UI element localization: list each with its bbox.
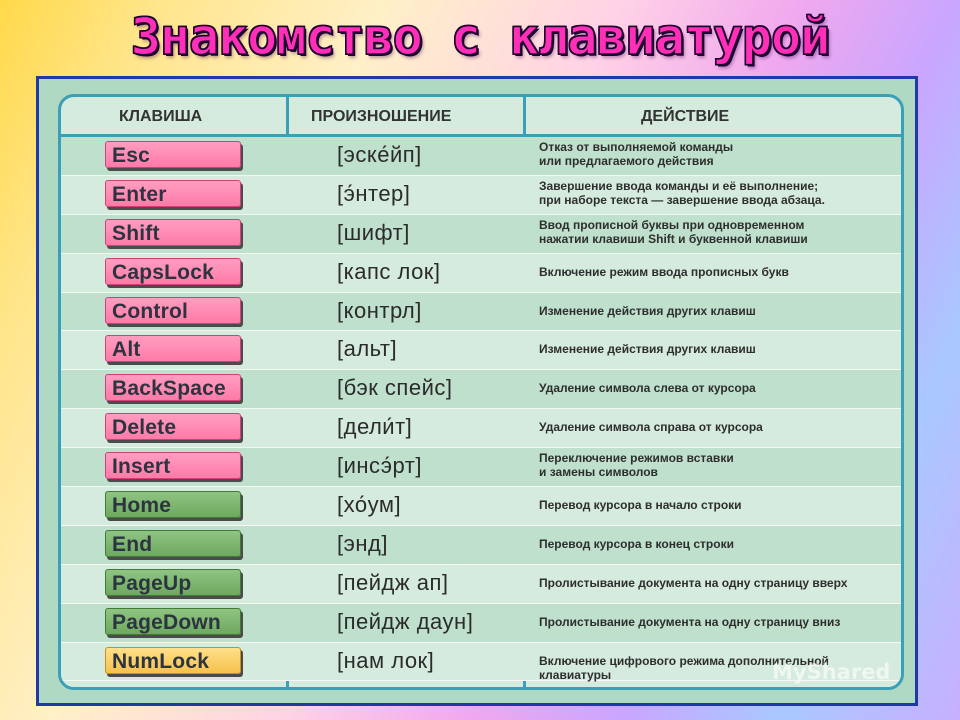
pronunciation: [шифт] xyxy=(337,219,410,245)
pronunciation: [инсэ́рт] xyxy=(337,453,422,479)
pronunciation: [э́нтер] xyxy=(337,180,411,206)
table-row xyxy=(61,526,901,565)
table-row xyxy=(61,604,901,643)
page-title: Знакомство с клавиатурой xyxy=(130,8,830,66)
action-description: Включение режим ввода прописных букв xyxy=(539,264,789,279)
pronunciation: [пейдж ап] xyxy=(337,569,449,595)
key-label: PageDown xyxy=(105,608,241,635)
pronunciation: [пейдж даун] xyxy=(337,608,474,634)
action-description: Переключение режимов вставки и замены символов xyxy=(539,451,734,480)
action-description: Удаление символа слева от курсора xyxy=(539,381,756,396)
table-row xyxy=(61,254,901,293)
key-label: Home xyxy=(105,491,241,518)
key-label: Control xyxy=(105,297,241,324)
table-row xyxy=(61,176,901,215)
pronunciation: [дели́т] xyxy=(337,414,413,440)
pronunciation: [капс лок] xyxy=(337,258,441,284)
pronunciation: [нам лок] xyxy=(337,647,435,673)
header-action: ДЕЙСТВИЕ xyxy=(641,108,730,125)
table-body xyxy=(61,137,901,681)
key-label: Enter xyxy=(105,180,241,207)
key-label: Insert xyxy=(105,452,241,479)
table-row xyxy=(61,409,901,448)
pronunciation: [энд] xyxy=(337,530,388,556)
action-description: Включение цифрового режима дополнительной клавиатуры xyxy=(539,653,829,682)
key-label: End xyxy=(105,530,241,557)
key-label: BackSpace xyxy=(105,374,241,401)
key-label: Shift xyxy=(105,219,241,246)
table-row xyxy=(61,137,901,176)
keyboard-table xyxy=(58,94,904,690)
table-header xyxy=(61,97,901,137)
action-description: Пролистывание документа на одну страницу вниз xyxy=(539,614,841,629)
action-description: Изменение действия других клавиш xyxy=(539,303,756,318)
pronunciation: [эске́йп] xyxy=(337,142,422,167)
pronunciation: [альт] xyxy=(337,336,398,362)
pronunciation: [хо́ум] xyxy=(337,492,402,518)
header-key: КЛАВИША xyxy=(119,108,203,125)
key-label: PageUp xyxy=(105,569,241,596)
watermark-logo xyxy=(772,660,890,684)
header-pronunciation: ПРОИЗНОШЕНИЕ xyxy=(311,108,452,125)
key-label: Delete xyxy=(105,413,241,440)
table-row xyxy=(61,370,901,409)
key-label: CapsLock xyxy=(105,258,241,285)
action-description: Перевод курсора в начало строки xyxy=(539,498,742,513)
table-row xyxy=(61,487,901,526)
key-label: Alt xyxy=(105,335,241,362)
table-row xyxy=(61,293,901,332)
table-row xyxy=(61,331,901,370)
action-description: Завершение ввода команды и её выполнение; при наборе текста — завершение ввода абзаца. xyxy=(539,178,825,207)
action-description: Отказ от выполняемой команды или предлагаемого действия xyxy=(539,140,734,168)
key-label: Esc xyxy=(105,141,241,168)
action-description: Пролистывание документа на одну страницу вверх xyxy=(539,575,848,590)
action-description: Ввод прописной буквы при одновременном нажатии клавиши Shift и буквенной клавиши xyxy=(539,217,808,246)
table-row xyxy=(61,215,901,254)
table-row xyxy=(61,565,901,604)
watermark-text: MyShared xyxy=(772,660,891,684)
pronunciation: [бэк спейс] xyxy=(337,375,453,401)
pronunciation: [контрл] xyxy=(337,297,422,323)
action-description: Изменение действия других клавиш xyxy=(539,342,756,357)
table-row xyxy=(61,448,901,487)
key-label: NumLock xyxy=(105,647,241,674)
action-description: Перевод курсора в конец строки xyxy=(539,536,734,551)
action-description: Удаление символа справа от курсора xyxy=(539,420,763,435)
